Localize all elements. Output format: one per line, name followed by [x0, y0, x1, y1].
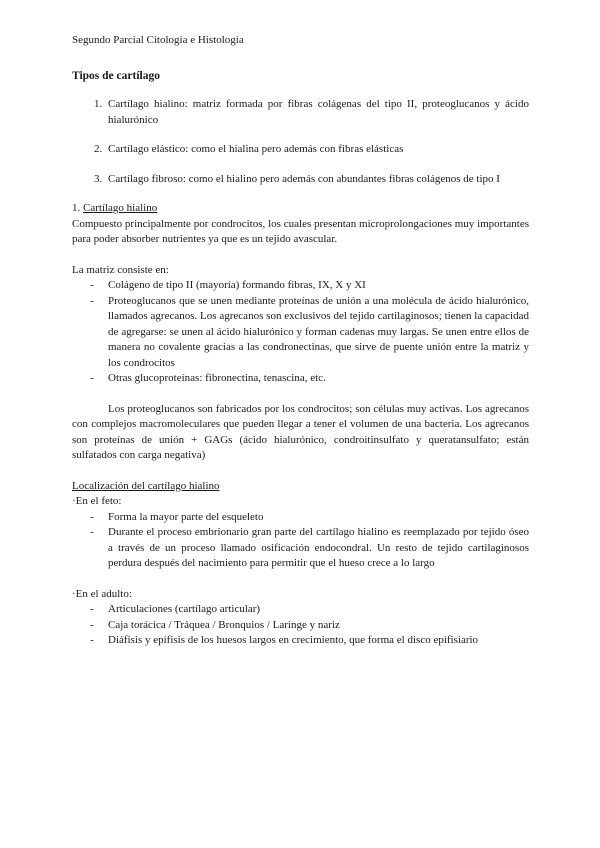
section-number: 1.: [72, 202, 81, 214]
list-number: 2.: [94, 143, 103, 155]
list-item-text: Articulaciones (cartílago articular): [108, 603, 261, 615]
page-header: Segundo Parcial Citología e Histología: [72, 34, 244, 46]
document-page: [72, 33, 529, 649]
localization-heading: Localización del cartílago hialino: [72, 479, 220, 492]
adult-label: ·En el adulto:: [72, 587, 132, 600]
page-title: Tipos de cartílago: [72, 69, 160, 82]
section-heading-text: Cartílago hialino: [83, 202, 158, 214]
intro-paragraph: Compuesto principalmente por condrocitos, los cuales presentan microprolongaciones muy importantes para poder absorber nutrientes ya que es un tejido avascular.: [72, 217, 529, 245]
body-paragraph: Los proteoglucanos son fabricados por los condrocitos; son células muy activas. Los agrecanos con complejos macromoleculares que pueden llegar a tener el volumen de una bacteria. Los agrecanos son proteínas de unión + GAGs (ácido hialurónico, condroitinsulfato y queratansulfato; están sulfatados con carga negativa): [72, 402, 529, 461]
list-item-text: Forma la mayor parte del esqueleto: [108, 510, 264, 523]
section-heading: [72, 201, 529, 217]
list-item: [72, 97, 529, 128]
list-item-text: Proteoglucanos que se unen mediante proteínas de unión a una molécula de ácido hialurónico, llamados agrecanos. Los agrecanos son exclusivos del tejido cartilaginosos; tienen la capacidad de agregarse: se unen al ácido hialurónico y forman cadenas muy largas. Se unen entre ellos de manera no covalente gracias a las condronectinas, que sirve de puente unión entre la matriz y los condrocitos: [108, 294, 529, 369]
list-item: - Otras glucoproteínas: fibronectina, tenascina, etc.: [72, 371, 529, 387]
list-item: - Forma la mayor parte del esqueleto: [72, 510, 529, 526]
list-item: - Caja torácica / Tráquea / Bronquios / Laringe y nariz: [72, 618, 529, 634]
list-item: [72, 142, 529, 158]
matrix-intro: La matriz consiste en:: [72, 263, 169, 276]
list-item-text: Diáfisis y epífisis de los huesos largos en crecimiento, que forma el disco epifisiario: [108, 634, 479, 646]
list-item-text: Cartílago elástico: como el hialina pero además con fibras elásticas: [108, 143, 404, 155]
list-item-text: Durante el proceso embrionario gran parte del cartílago hialino es reemplazado por tejido óseo a través de un proceso llamado osificación endocondral. Un resto de tejido cartilaginosos perdura después del nacimiento para permitir que el hueso crece a lo largo: [108, 526, 529, 569]
fetus-label: ·En el feto:: [72, 495, 122, 507]
list-item-text: Cartílago hialino: matriz formada por fibras colágenas del tipo II, proteoglucanos y ácido hialurónico: [108, 98, 529, 126]
list-item-text: Colágeno de tipo II (mayoría) formando fibras, IX, X y XI: [108, 279, 366, 291]
list-item: [72, 172, 529, 188]
list-item-text: Caja torácica / Tráquea / Bronquios / Laringe y nariz: [108, 618, 340, 631]
list-item-text: Otras glucoproteínas: fibronectina, tenascina, etc.: [108, 372, 326, 384]
list-item-text: Cartílago fibroso: como el hialino pero además con abundantes fibras colágenos de tipo I: [108, 172, 500, 185]
list-item: - Proteoglucanos que se unen mediante proteínas de unión a una molécula de ácido hialurónico, llamados agrecanos. Los agrecanos son exclusivos del tejido cartilaginosos; tienen la capacidad de agregarse: se unen al ácido hialurónico y forman cadenas muy largas. Se unen entre ellos de manera no covalente gracias a las condronectinas, que sirve de puente unión entre la matriz y los condrocitos: [72, 294, 529, 372]
adult-list: [72, 602, 529, 649]
list-item: - Diáfisis y epífisis de los huesos largos en crecimiento, que forma el disco epifisiario: [72, 633, 529, 649]
list-item: - Durante el proceso embrionario gran parte del cartílago hialino es reemplazado por tejido óseo a través de un proceso llamado osificación endocondral. Un resto de tejido cartilaginosos perdura después del nacimiento para permitir que el hueso crece a lo largo: [72, 525, 529, 572]
list-number: 3.: [94, 172, 103, 185]
fetus-list: [72, 510, 529, 572]
matrix-list: [72, 278, 529, 387]
list-item: - Colágeno de tipo II (mayoría) formando fibras, IX, X y XI: [72, 278, 529, 294]
list-item: - Articulaciones (cartílago articular): [72, 602, 529, 618]
list-number: 1.: [94, 98, 103, 110]
cartilage-types-list: [72, 97, 529, 187]
